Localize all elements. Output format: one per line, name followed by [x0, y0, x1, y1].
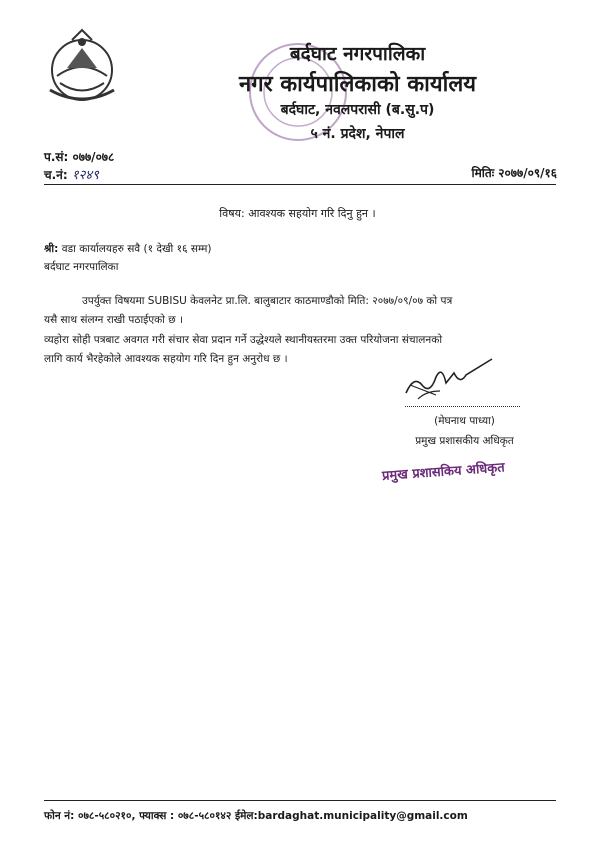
recipient-name: वडा कार्यालयहरु सवै (१ देखी १६ सम्म) [61, 243, 212, 255]
letter-number: प.सं: ०७७/०७८ [44, 150, 115, 164]
signer-name: (मेघनाथ पाध्या) [434, 415, 495, 427]
footer-contact: फोन नं: ०७८-५८०२१०, फ्याक्स : ०७८-५८०१४२ ईमेल:bardaghat.municipality@gmail.com [44, 810, 468, 822]
body-paragraph-2-line-2: लागि कार्य भैरहेकोले आवश्यक सहयोग गरि दिन हुन अनुरोध छ । [44, 353, 288, 365]
body-paragraph-2-line-1: व्यहोरा सोही पत्रबाट अवगत गरी संचार सेवा प्रदान गर्ने उद्धेश्यले स्थानीयस्तरमा उक्त परियोजना संचालनको [44, 334, 443, 346]
recipient-line [44, 242, 211, 256]
recipient-label: श्री: [44, 243, 59, 255]
designation-stamp: प्रमुख प्रशासकिय अधिकृत [381, 460, 506, 484]
body-paragraph-1-line-1: उपर्युक्त विषयमा SUBISU केवलनेट प्रा.लि. बालुबाटार काठमाण्डौको मिति: २०७७/०९/०७ को पत्र [82, 295, 453, 307]
body-paragraph-1-line-2: यसै साथ संलग्न राखी पठाईएको छ । [44, 314, 183, 326]
handwritten-signature [396, 355, 496, 405]
header-divider [44, 184, 556, 185]
letter-date: मितिः २०७७/०९/१६ [471, 166, 557, 180]
signature-line [405, 406, 520, 407]
recipient-org: बर्दघाट नगरपालिका [44, 261, 119, 273]
dispatch-number-value: १२४९ [71, 168, 99, 183]
office-address: बर्दघाट, नवलपरासी (ब.सु.प) [280, 102, 435, 118]
municipality-name: बर्दघाट नगरपालिका [289, 43, 426, 65]
signer-title: प्रमुख प्रशासकीय अधिकृत [415, 435, 514, 447]
footer-divider [44, 800, 556, 801]
dispatch-number-label: च.नं: [44, 168, 68, 182]
dispatch-number-row [44, 165, 99, 183]
office-title: नगर कार्यपालिकाको कार्यालय [239, 72, 476, 97]
province-line: ५ नं. प्रदेश, नेपाल [310, 126, 405, 142]
subject-line: विषय: आवश्यक सहयोग गरि दिनु हुन । [219, 207, 376, 220]
